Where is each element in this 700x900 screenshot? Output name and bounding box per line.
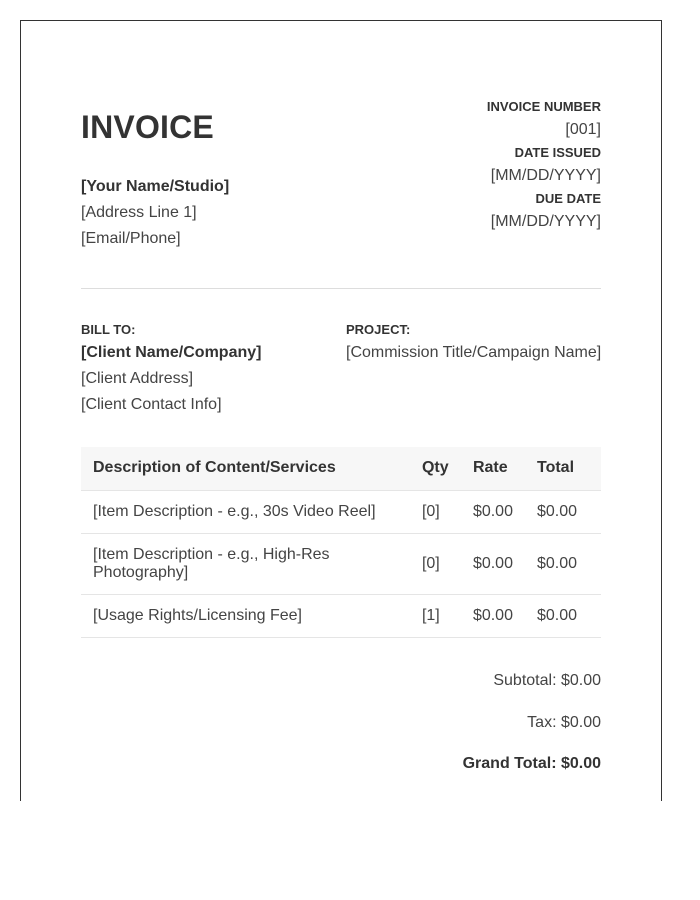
- table-row: [81, 490, 601, 533]
- due-date-label: DUE DATE: [535, 191, 601, 206]
- table-row: [81, 533, 601, 594]
- invoice-number-value: [001]: [565, 121, 601, 138]
- header-total: Total: [525, 447, 601, 490]
- item-rate: $0.00: [461, 490, 525, 533]
- table-row: [81, 594, 601, 637]
- tax: Tax: $0.00: [527, 714, 601, 731]
- header-rate: Rate: [461, 447, 525, 490]
- sender-name: [Your Name/Studio]: [81, 178, 230, 195]
- item-qty: [0]: [410, 533, 461, 594]
- item-description: [Usage Rights/Licensing Fee]: [81, 594, 410, 637]
- line-items-table: [81, 447, 601, 638]
- item-qty: [0]: [410, 490, 461, 533]
- due-date-value: [MM/DD/YYYY]: [490, 213, 601, 230]
- project-value: [Commission Title/Campaign Name]: [346, 344, 602, 361]
- date-issued-label: DATE ISSUED: [514, 145, 601, 160]
- project-label: PROJECT:: [346, 322, 411, 337]
- invoice-title: INVOICE: [81, 109, 214, 145]
- grand-total: Grand Total: $0.00: [462, 755, 601, 772]
- item-qty: [1]: [410, 594, 461, 637]
- item-total: $0.00: [525, 490, 601, 533]
- item-total: $0.00: [525, 594, 601, 637]
- client-address: [Client Address]: [81, 370, 194, 387]
- invoice-sheet: [20, 20, 662, 801]
- table-header-row: [81, 447, 601, 490]
- client-name: [Client Name/Company]: [81, 344, 262, 361]
- date-issued-value: [MM/DD/YYYY]: [490, 167, 601, 184]
- item-description: [Item Description - e.g., 30s Video Reel]: [81, 490, 410, 533]
- subtotal: Subtotal: $0.00: [493, 672, 601, 689]
- item-description: [Item Description - e.g., High-Res Photography]: [81, 533, 410, 594]
- bill-to-label: BILL TO:: [81, 322, 136, 337]
- client-contact: [Client Contact Info]: [81, 396, 222, 413]
- header-divider: [81, 288, 601, 289]
- item-rate: $0.00: [461, 533, 525, 594]
- item-total: $0.00: [525, 533, 601, 594]
- invoice-number-label: INVOICE NUMBER: [486, 99, 601, 114]
- header-qty: Qty: [410, 447, 461, 490]
- header-description: Description of Content/Services: [81, 447, 410, 490]
- sender-address: [Address Line 1]: [81, 204, 197, 221]
- sender-contact: [Email/Phone]: [81, 230, 181, 247]
- item-rate: $0.00: [461, 594, 525, 637]
